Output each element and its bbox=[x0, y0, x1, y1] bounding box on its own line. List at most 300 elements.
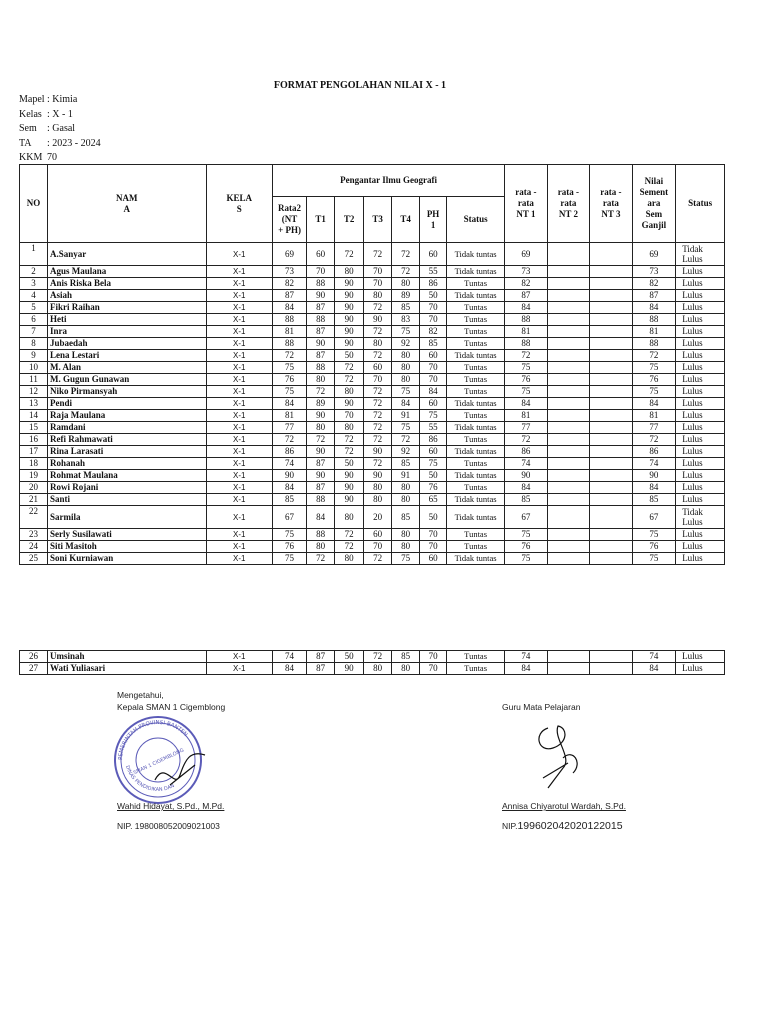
row-nt1: 74 bbox=[505, 458, 548, 470]
table-row bbox=[20, 362, 725, 374]
row-final-status: Lulus bbox=[676, 266, 725, 278]
row-nilai: 75 bbox=[632, 362, 676, 374]
row-t2: 90 bbox=[335, 290, 364, 302]
row-nt2 bbox=[547, 374, 590, 386]
row-status: Tidak tuntas bbox=[447, 494, 505, 506]
row-no: 12 bbox=[20, 386, 48, 398]
row-rata2: 84 bbox=[272, 663, 306, 675]
row-rata2: 87 bbox=[272, 290, 306, 302]
stamp-inner-text: SMAN 1 CIGEMBLONG bbox=[132, 747, 186, 777]
row-final-status: Lulus bbox=[676, 494, 725, 506]
row-kelas: X-1 bbox=[206, 374, 272, 386]
row-kelas: X-1 bbox=[206, 541, 272, 553]
row-t2: 72 bbox=[335, 374, 364, 386]
row-nt1: 69 bbox=[505, 243, 548, 266]
row-status: Tuntas bbox=[447, 529, 505, 541]
row-t3: 90 bbox=[364, 470, 392, 482]
table-row bbox=[20, 350, 725, 362]
row-final-status: Lulus bbox=[676, 410, 725, 422]
row-t3: 80 bbox=[364, 494, 392, 506]
row-status: Tuntas bbox=[447, 482, 505, 494]
row-ph1: 84 bbox=[420, 386, 447, 398]
row-no: 17 bbox=[20, 446, 48, 458]
row-kelas: X-1 bbox=[206, 314, 272, 326]
row-nama: M. Gugun Gunawan bbox=[47, 374, 206, 386]
row-final-status: Lulus bbox=[676, 302, 725, 314]
row-nt2 bbox=[547, 362, 590, 374]
row-nama: Siti Masitoh bbox=[47, 541, 206, 553]
row-no: 16 bbox=[20, 434, 48, 446]
row-status: Tuntas bbox=[447, 410, 505, 422]
row-t4: 85 bbox=[392, 506, 420, 529]
row-nilai: 75 bbox=[632, 553, 676, 565]
row-nilai: 67 bbox=[632, 506, 676, 529]
row-nt3 bbox=[590, 494, 633, 506]
row-nt3 bbox=[590, 398, 633, 410]
row-rata2: 88 bbox=[272, 314, 306, 326]
row-kelas: X-1 bbox=[206, 458, 272, 470]
row-status: Tuntas bbox=[447, 278, 505, 290]
row-nilai: 74 bbox=[632, 458, 676, 470]
row-t2: 72 bbox=[335, 362, 364, 374]
row-t2: 72 bbox=[335, 529, 364, 541]
row-nt2 bbox=[547, 458, 590, 470]
row-t3: 80 bbox=[364, 290, 392, 302]
row-nt1: 86 bbox=[505, 446, 548, 458]
row-nt2 bbox=[547, 529, 590, 541]
meta-ta: TA : 2023 - 2024 bbox=[19, 137, 101, 149]
row-t4: 92 bbox=[392, 446, 420, 458]
row-nt1: 84 bbox=[505, 663, 548, 675]
row-status: Tidak tuntas bbox=[447, 446, 505, 458]
row-t1: 90 bbox=[307, 446, 335, 458]
row-nt3 bbox=[590, 506, 633, 529]
row-no: 27 bbox=[20, 663, 48, 675]
row-final-status: Tidak Lulus bbox=[676, 243, 725, 266]
row-kelas: X-1 bbox=[206, 446, 272, 458]
row-t3: 70 bbox=[364, 541, 392, 553]
row-status: Tuntas bbox=[447, 663, 505, 675]
row-rata2: 90 bbox=[272, 470, 306, 482]
row-rata2: 84 bbox=[272, 398, 306, 410]
row-final-status: Lulus bbox=[676, 362, 725, 374]
row-kelas: X-1 bbox=[206, 410, 272, 422]
row-nt1: 84 bbox=[505, 398, 548, 410]
header-nt1: rata - rata NT 1 bbox=[505, 165, 548, 243]
row-rata2: 88 bbox=[272, 338, 306, 350]
row-t1: 87 bbox=[307, 651, 335, 663]
row-final-status: Lulus bbox=[676, 374, 725, 386]
row-ph1: 55 bbox=[420, 422, 447, 434]
row-nama: Agus Maulana bbox=[47, 266, 206, 278]
row-nt2 bbox=[547, 278, 590, 290]
row-final-status: Lulus bbox=[676, 553, 725, 565]
row-status: Tidak tuntas bbox=[447, 350, 505, 362]
row-t1: 88 bbox=[307, 494, 335, 506]
row-t2: 50 bbox=[335, 458, 364, 470]
header-nama: NAM A bbox=[47, 165, 206, 243]
row-nt2 bbox=[547, 553, 590, 565]
row-no: 19 bbox=[20, 470, 48, 482]
row-nt3 bbox=[590, 482, 633, 494]
row-status: Tuntas bbox=[447, 338, 505, 350]
row-kelas: X-1 bbox=[206, 663, 272, 675]
meta-kelas: Kelas : X - 1 bbox=[19, 108, 73, 120]
meta-block bbox=[19, 93, 101, 166]
row-t2: 80 bbox=[335, 553, 364, 565]
row-nt2 bbox=[547, 470, 590, 482]
row-nama: Niko Pirmansyah bbox=[47, 386, 206, 398]
row-nilai: 81 bbox=[632, 326, 676, 338]
row-t1: 70 bbox=[307, 266, 335, 278]
row-nt1: 72 bbox=[505, 434, 548, 446]
row-t4: 84 bbox=[392, 398, 420, 410]
row-nt3 bbox=[590, 553, 633, 565]
row-nt1: 72 bbox=[505, 350, 548, 362]
row-nama: Asiah bbox=[47, 290, 206, 302]
row-t3: 70 bbox=[364, 266, 392, 278]
row-t2: 90 bbox=[335, 326, 364, 338]
row-t4: 72 bbox=[392, 266, 420, 278]
row-nt1: 75 bbox=[505, 386, 548, 398]
row-no: 18 bbox=[20, 458, 48, 470]
table-row bbox=[20, 434, 725, 446]
right-sig-nip: NIP.199602042020122015 bbox=[502, 820, 623, 832]
row-t2: 50 bbox=[335, 651, 364, 663]
table-row bbox=[20, 398, 725, 410]
row-nt1: 77 bbox=[505, 422, 548, 434]
row-t4: 83 bbox=[392, 314, 420, 326]
row-t1: 90 bbox=[307, 470, 335, 482]
row-t3: 60 bbox=[364, 529, 392, 541]
right-sig-role: Guru Mata Pelajaran bbox=[502, 702, 581, 712]
table-row bbox=[20, 302, 725, 314]
row-ph1: 70 bbox=[420, 663, 447, 675]
table-row bbox=[20, 314, 725, 326]
row-t1: 87 bbox=[307, 663, 335, 675]
row-t1: 90 bbox=[307, 290, 335, 302]
row-no: 4 bbox=[20, 290, 48, 302]
row-ph1: 65 bbox=[420, 494, 447, 506]
row-kelas: X-1 bbox=[206, 386, 272, 398]
row-t3: 90 bbox=[364, 314, 392, 326]
row-t2: 90 bbox=[335, 663, 364, 675]
row-t3: 72 bbox=[364, 350, 392, 362]
row-nt1: 76 bbox=[505, 374, 548, 386]
row-nt1: 74 bbox=[505, 651, 548, 663]
row-no: 1 bbox=[20, 243, 48, 266]
header-nt3: rata - rata NT 3 bbox=[590, 165, 633, 243]
row-ph1: 60 bbox=[420, 398, 447, 410]
row-ph1: 60 bbox=[420, 243, 447, 266]
row-nama: Rohmat Maulana bbox=[47, 470, 206, 482]
row-nt3 bbox=[590, 410, 633, 422]
row-nt2 bbox=[547, 266, 590, 278]
row-nama: Ramdani bbox=[47, 422, 206, 434]
row-no: 8 bbox=[20, 338, 48, 350]
row-nilai: 88 bbox=[632, 338, 676, 350]
row-t3: 90 bbox=[364, 446, 392, 458]
row-final-status: Lulus bbox=[676, 482, 725, 494]
row-final-status: Lulus bbox=[676, 278, 725, 290]
row-t3: 80 bbox=[364, 663, 392, 675]
header-nilai: Nilai Sement ara Sem Ganjil bbox=[632, 165, 676, 243]
row-nama: Inra bbox=[47, 326, 206, 338]
table-row bbox=[20, 243, 725, 266]
table-row bbox=[20, 374, 725, 386]
row-nt1: 84 bbox=[505, 482, 548, 494]
header-ph1: PH 1 bbox=[420, 197, 447, 243]
header-final-status: Status bbox=[676, 165, 725, 243]
row-rata2: 72 bbox=[272, 350, 306, 362]
row-kelas: X-1 bbox=[206, 553, 272, 565]
row-status: Tuntas bbox=[447, 314, 505, 326]
row-rata2: 76 bbox=[272, 374, 306, 386]
row-nt2 bbox=[547, 338, 590, 350]
row-status: Tidak tuntas bbox=[447, 506, 505, 529]
row-nt2 bbox=[547, 506, 590, 529]
row-t3: 72 bbox=[364, 326, 392, 338]
row-t3: 72 bbox=[364, 386, 392, 398]
row-ph1: 50 bbox=[420, 290, 447, 302]
row-t4: 85 bbox=[392, 302, 420, 314]
row-status: Tidak tuntas bbox=[447, 243, 505, 266]
row-ph1: 70 bbox=[420, 541, 447, 553]
row-nt2 bbox=[547, 494, 590, 506]
row-final-status: Lulus bbox=[676, 470, 725, 482]
row-t3: 80 bbox=[364, 482, 392, 494]
row-kelas: X-1 bbox=[206, 434, 272, 446]
row-t3: 72 bbox=[364, 553, 392, 565]
row-t4: 75 bbox=[392, 422, 420, 434]
left-sig-line2: Kepala SMAN 1 Cigemblong bbox=[117, 702, 226, 712]
row-kelas: X-1 bbox=[206, 470, 272, 482]
row-nt3 bbox=[590, 326, 633, 338]
row-status: Tidak tuntas bbox=[447, 553, 505, 565]
row-nt2 bbox=[547, 290, 590, 302]
row-kelas: X-1 bbox=[206, 350, 272, 362]
row-nt3 bbox=[590, 422, 633, 434]
row-t4: 80 bbox=[392, 529, 420, 541]
row-no: 10 bbox=[20, 362, 48, 374]
row-status: Tuntas bbox=[447, 651, 505, 663]
row-kelas: X-1 bbox=[206, 243, 272, 266]
row-rata2: 75 bbox=[272, 529, 306, 541]
row-nt2 bbox=[547, 541, 590, 553]
row-t1: 72 bbox=[307, 386, 335, 398]
row-ph1: 75 bbox=[420, 410, 447, 422]
row-final-status: Lulus bbox=[676, 541, 725, 553]
row-final-status: Lulus bbox=[676, 386, 725, 398]
row-t2: 80 bbox=[335, 386, 364, 398]
row-nama: Sarmila bbox=[47, 506, 206, 529]
row-nt1: 88 bbox=[505, 314, 548, 326]
row-final-status: Lulus bbox=[676, 338, 725, 350]
row-ph1: 86 bbox=[420, 278, 447, 290]
row-final-status: Lulus bbox=[676, 314, 725, 326]
row-ph1: 70 bbox=[420, 651, 447, 663]
row-status: Tuntas bbox=[447, 374, 505, 386]
header-t4: T4 bbox=[392, 197, 420, 243]
row-t4: 80 bbox=[392, 663, 420, 675]
row-rata2: 85 bbox=[272, 494, 306, 506]
row-nilai: 84 bbox=[632, 398, 676, 410]
row-kelas: X-1 bbox=[206, 482, 272, 494]
row-t4: 80 bbox=[392, 374, 420, 386]
row-rata2: 84 bbox=[272, 302, 306, 314]
table-row bbox=[20, 541, 725, 553]
meta-mapel: Mapel : Kimia bbox=[19, 94, 78, 105]
row-kelas: X-1 bbox=[206, 290, 272, 302]
row-nilai: 75 bbox=[632, 529, 676, 541]
row-no: 24 bbox=[20, 541, 48, 553]
row-ph1: 70 bbox=[420, 529, 447, 541]
row-ph1: 60 bbox=[420, 350, 447, 362]
grades-table-body bbox=[20, 243, 725, 565]
row-t2: 90 bbox=[335, 278, 364, 290]
row-kelas: X-1 bbox=[206, 398, 272, 410]
row-kelas: X-1 bbox=[206, 362, 272, 374]
row-t1: 72 bbox=[307, 434, 335, 446]
row-status: Tidak tuntas bbox=[447, 290, 505, 302]
row-ph1: 82 bbox=[420, 326, 447, 338]
row-t1: 87 bbox=[307, 458, 335, 470]
row-nt2 bbox=[547, 243, 590, 266]
row-rata2: 69 bbox=[272, 243, 306, 266]
row-rata2: 76 bbox=[272, 541, 306, 553]
row-rata2: 84 bbox=[272, 482, 306, 494]
row-nilai: 84 bbox=[632, 663, 676, 675]
row-nt1: 76 bbox=[505, 541, 548, 553]
row-nama: Santi bbox=[47, 494, 206, 506]
row-no: 5 bbox=[20, 302, 48, 314]
row-rata2: 75 bbox=[272, 553, 306, 565]
row-rata2: 86 bbox=[272, 446, 306, 458]
row-t1: 80 bbox=[307, 541, 335, 553]
row-t3: 72 bbox=[364, 410, 392, 422]
row-nilai: 82 bbox=[632, 278, 676, 290]
row-kelas: X-1 bbox=[206, 266, 272, 278]
row-nt3 bbox=[590, 374, 633, 386]
row-final-status: Lulus bbox=[676, 663, 725, 675]
row-nilai: 73 bbox=[632, 266, 676, 278]
row-t3: 72 bbox=[364, 651, 392, 663]
left-sig-line1: Mengetahui, bbox=[117, 690, 164, 700]
header-rata2: Rata2 (NT + PH) bbox=[272, 197, 306, 243]
row-t2: 72 bbox=[335, 446, 364, 458]
row-nilai: 87 bbox=[632, 290, 676, 302]
row-t3: 70 bbox=[364, 278, 392, 290]
row-no: 14 bbox=[20, 410, 48, 422]
row-nt2 bbox=[547, 350, 590, 362]
row-t4: 75 bbox=[392, 326, 420, 338]
row-nama: Pendi bbox=[47, 398, 206, 410]
grades-table bbox=[19, 164, 725, 565]
row-nilai: 85 bbox=[632, 494, 676, 506]
table-row bbox=[20, 290, 725, 302]
grades-table-continued-body bbox=[20, 651, 725, 675]
left-signature-mark bbox=[150, 740, 210, 800]
row-t2: 90 bbox=[335, 302, 364, 314]
row-nama: Anis Riska Bela bbox=[47, 278, 206, 290]
row-t1: 87 bbox=[307, 302, 335, 314]
row-nilai: 84 bbox=[632, 302, 676, 314]
row-t1: 88 bbox=[307, 278, 335, 290]
table-row bbox=[20, 410, 725, 422]
row-t1: 84 bbox=[307, 506, 335, 529]
row-nt3 bbox=[590, 541, 633, 553]
row-nt1: 82 bbox=[505, 278, 548, 290]
header-t3: T3 bbox=[364, 197, 392, 243]
row-t1: 88 bbox=[307, 362, 335, 374]
row-no: 20 bbox=[20, 482, 48, 494]
table-row bbox=[20, 338, 725, 350]
header-status: Status bbox=[447, 197, 505, 243]
row-nt3 bbox=[590, 350, 633, 362]
row-t4: 85 bbox=[392, 651, 420, 663]
table-row bbox=[20, 266, 725, 278]
table-row bbox=[20, 386, 725, 398]
row-nt3 bbox=[590, 434, 633, 446]
row-nama: Soni Kurniawan bbox=[47, 553, 206, 565]
row-nt3 bbox=[590, 266, 633, 278]
row-t1: 60 bbox=[307, 243, 335, 266]
row-t4: 75 bbox=[392, 553, 420, 565]
row-final-status: Lulus bbox=[676, 398, 725, 410]
row-t2: 72 bbox=[335, 541, 364, 553]
table-row bbox=[20, 326, 725, 338]
row-kelas: X-1 bbox=[206, 651, 272, 663]
table-row bbox=[20, 553, 725, 565]
row-no: 3 bbox=[20, 278, 48, 290]
row-t4: 80 bbox=[392, 541, 420, 553]
row-nt2 bbox=[547, 482, 590, 494]
row-ph1: 70 bbox=[420, 374, 447, 386]
row-t4: 80 bbox=[392, 362, 420, 374]
row-nilai: 76 bbox=[632, 541, 676, 553]
row-kelas: X-1 bbox=[206, 302, 272, 314]
page-title: FORMAT PENGOLAHAN NILAI X - 1 bbox=[273, 80, 447, 91]
row-nt3 bbox=[590, 458, 633, 470]
row-rata2: 73 bbox=[272, 266, 306, 278]
row-nt3 bbox=[590, 470, 633, 482]
row-no: 21 bbox=[20, 494, 48, 506]
row-rata2: 74 bbox=[272, 458, 306, 470]
row-nt2 bbox=[547, 410, 590, 422]
row-t4: 89 bbox=[392, 290, 420, 302]
row-t3: 20 bbox=[364, 506, 392, 529]
row-nt1: 84 bbox=[505, 302, 548, 314]
row-t1: 88 bbox=[307, 314, 335, 326]
row-ph1: 50 bbox=[420, 506, 447, 529]
table-row bbox=[20, 663, 725, 675]
row-t1: 88 bbox=[307, 529, 335, 541]
row-final-status: Lulus bbox=[676, 290, 725, 302]
row-nama: Rohanah bbox=[47, 458, 206, 470]
row-t1: 72 bbox=[307, 553, 335, 565]
right-sig-name: Annisa Chiyarotul Wardah, S.Pd. bbox=[502, 801, 626, 811]
row-nt1: 73 bbox=[505, 266, 548, 278]
row-nt3 bbox=[590, 446, 633, 458]
row-rata2: 82 bbox=[272, 278, 306, 290]
row-nt1: 88 bbox=[505, 338, 548, 350]
row-nt1: 87 bbox=[505, 290, 548, 302]
row-nt1: 81 bbox=[505, 326, 548, 338]
row-t2: 80 bbox=[335, 422, 364, 434]
table-row bbox=[20, 278, 725, 290]
row-t3: 72 bbox=[364, 422, 392, 434]
row-ph1: 86 bbox=[420, 434, 447, 446]
